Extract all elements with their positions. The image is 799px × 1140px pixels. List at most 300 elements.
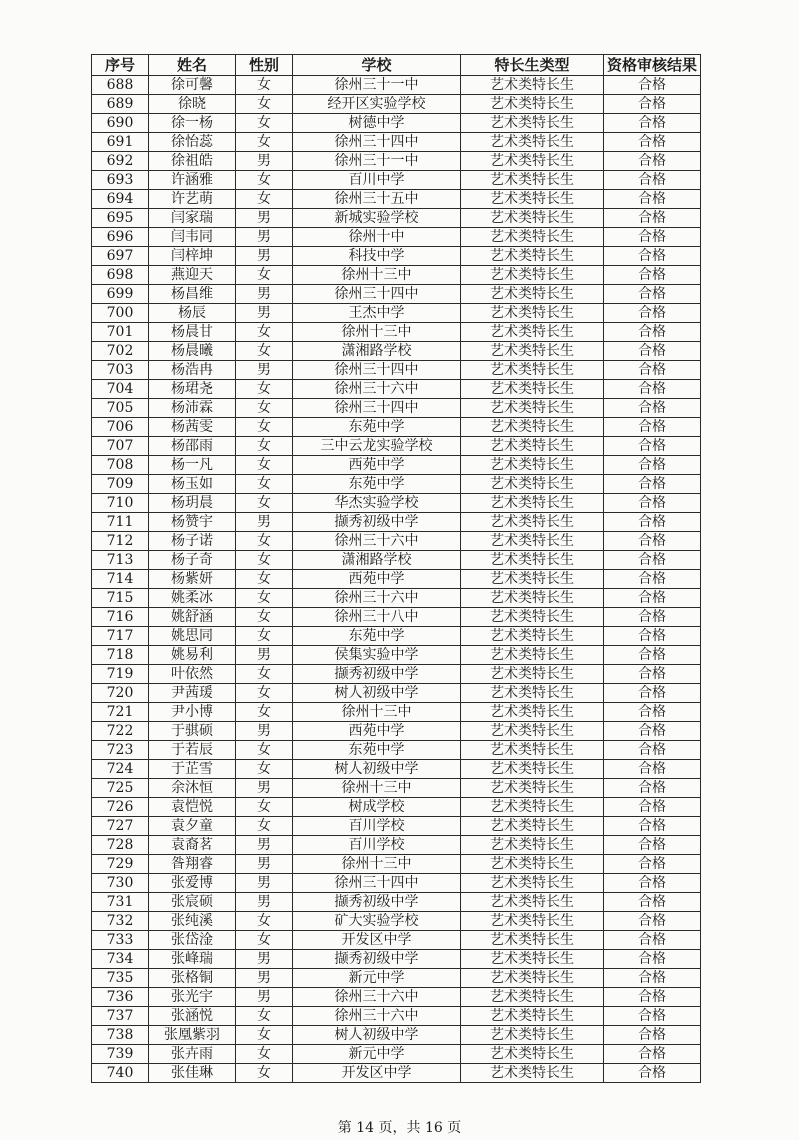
cell-type: 艺术类特长生 (461, 456, 604, 475)
cell-gender: 女 (236, 171, 293, 190)
cell-seq: 703 (92, 361, 149, 380)
table-row (92, 266, 701, 285)
cell-type: 艺术类特长生 (461, 931, 604, 950)
cell-name: 杨赞宇 (149, 513, 236, 532)
table-row (92, 475, 701, 494)
table-row (92, 703, 701, 722)
cell-name: 张格铜 (149, 969, 236, 988)
cell-type: 艺术类特长生 (461, 361, 604, 380)
cell-name: 杨晨甘 (149, 323, 236, 342)
cell-result: 合格 (604, 532, 701, 551)
cell-type: 艺术类特长生 (461, 722, 604, 741)
cell-gender: 女 (236, 665, 293, 684)
cell-name: 于骐硕 (149, 722, 236, 741)
cell-result: 合格 (604, 380, 701, 399)
roster-table (91, 54, 701, 1083)
cell-type: 艺术类特长生 (461, 988, 604, 1007)
cell-seq: 690 (92, 114, 149, 133)
cell-gender: 女 (236, 703, 293, 722)
cell-gender: 女 (236, 133, 293, 152)
cell-type: 艺术类特长生 (461, 532, 604, 551)
cell-gender: 男 (236, 950, 293, 969)
cell-result: 合格 (604, 266, 701, 285)
table-row (92, 152, 701, 171)
cell-type: 艺术类特长生 (461, 969, 604, 988)
cell-result: 合格 (604, 722, 701, 741)
cell-school: 撷秀初级中学 (293, 950, 461, 969)
cell-school: 三中云龙实验学校 (293, 437, 461, 456)
cell-result: 合格 (604, 304, 701, 323)
cell-result: 合格 (604, 836, 701, 855)
table-row (92, 950, 701, 969)
cell-result: 合格 (604, 171, 701, 190)
cell-gender: 女 (236, 608, 293, 627)
cell-result: 合格 (604, 323, 701, 342)
cell-result: 合格 (604, 646, 701, 665)
cell-school: 华杰实验学校 (293, 494, 461, 513)
cell-result: 合格 (604, 874, 701, 893)
cell-name: 许涵雅 (149, 171, 236, 190)
cell-school: 东苑中学 (293, 741, 461, 760)
cell-name: 尹小博 (149, 703, 236, 722)
cell-gender: 女 (236, 1045, 293, 1064)
cell-type: 艺术类特长生 (461, 950, 604, 969)
cell-seq: 715 (92, 589, 149, 608)
cell-result: 合格 (604, 475, 701, 494)
cell-name: 杨辰 (149, 304, 236, 323)
cell-seq: 693 (92, 171, 149, 190)
cell-name: 杨一凡 (149, 456, 236, 475)
cell-gender: 女 (236, 760, 293, 779)
cell-gender: 男 (236, 646, 293, 665)
cell-gender: 男 (236, 247, 293, 266)
cell-seq: 704 (92, 380, 149, 399)
cell-school: 徐州三十六中 (293, 1007, 461, 1026)
cell-gender: 女 (236, 494, 293, 513)
cell-result: 合格 (604, 494, 701, 513)
cell-seq: 706 (92, 418, 149, 437)
cell-result: 合格 (604, 456, 701, 475)
cell-seq: 712 (92, 532, 149, 551)
table-row (92, 589, 701, 608)
header-type: 特长生类型 (461, 55, 604, 76)
cell-name: 张佳琳 (149, 1064, 236, 1083)
header-result: 资格审核结果 (604, 55, 701, 76)
cell-gender: 女 (236, 399, 293, 418)
table-row (92, 247, 701, 266)
cell-gender: 女 (236, 342, 293, 361)
cell-school: 徐州十三中 (293, 323, 461, 342)
cell-result: 合格 (604, 133, 701, 152)
cell-gender: 女 (236, 266, 293, 285)
cell-result: 合格 (604, 1007, 701, 1026)
table-row (92, 874, 701, 893)
cell-type: 艺术类特长生 (461, 171, 604, 190)
cell-gender: 男 (236, 836, 293, 855)
cell-school: 徐州三十四中 (293, 285, 461, 304)
cell-type: 艺术类特长生 (461, 836, 604, 855)
cell-type: 艺术类特长生 (461, 627, 604, 646)
cell-seq: 718 (92, 646, 149, 665)
table-row (92, 912, 701, 931)
cell-school: 开发区中学 (293, 1064, 461, 1083)
cell-type: 艺术类特长生 (461, 342, 604, 361)
cell-school: 王杰中学 (293, 304, 461, 323)
cell-name: 许艺萌 (149, 190, 236, 209)
table-row (92, 893, 701, 912)
cell-seq: 732 (92, 912, 149, 931)
cell-school: 西苑中学 (293, 570, 461, 589)
cell-name: 杨晨曦 (149, 342, 236, 361)
header-row (92, 55, 701, 76)
cell-gender: 男 (236, 513, 293, 532)
table-row (92, 437, 701, 456)
table-row (92, 798, 701, 817)
cell-name: 杨邵雨 (149, 437, 236, 456)
cell-school: 徐州三十一中 (293, 152, 461, 171)
table-row (92, 532, 701, 551)
table-row (92, 114, 701, 133)
cell-school: 矿大实验学校 (293, 912, 461, 931)
cell-seq: 701 (92, 323, 149, 342)
cell-type: 艺术类特长生 (461, 893, 604, 912)
cell-type: 艺术类特长生 (461, 779, 604, 798)
cell-school: 树德中学 (293, 114, 461, 133)
cell-gender: 女 (236, 570, 293, 589)
cell-seq: 721 (92, 703, 149, 722)
cell-result: 合格 (604, 855, 701, 874)
cell-result: 合格 (604, 418, 701, 437)
table-body (92, 76, 701, 1083)
cell-name: 张光宇 (149, 988, 236, 1007)
cell-gender: 女 (236, 627, 293, 646)
cell-name: 徐祖皓 (149, 152, 236, 171)
cell-result: 合格 (604, 551, 701, 570)
cell-type: 艺术类特长生 (461, 399, 604, 418)
cell-type: 艺术类特长生 (461, 209, 604, 228)
cell-seq: 735 (92, 969, 149, 988)
cell-seq: 705 (92, 399, 149, 418)
cell-seq: 707 (92, 437, 149, 456)
cell-name: 杨昌维 (149, 285, 236, 304)
table-row (92, 1045, 701, 1064)
cell-type: 艺术类特长生 (461, 380, 604, 399)
cell-result: 合格 (604, 437, 701, 456)
cell-name: 杨浩冉 (149, 361, 236, 380)
cell-result: 合格 (604, 1064, 701, 1083)
cell-school: 新城实验学校 (293, 209, 461, 228)
cell-school: 新元中学 (293, 1045, 461, 1064)
cell-name: 杨玥晨 (149, 494, 236, 513)
table-row (92, 95, 701, 114)
cell-school: 西苑中学 (293, 722, 461, 741)
cell-seq: 694 (92, 190, 149, 209)
cell-result: 合格 (604, 513, 701, 532)
cell-seq: 729 (92, 855, 149, 874)
cell-result: 合格 (604, 209, 701, 228)
cell-school: 徐州三十六中 (293, 589, 461, 608)
cell-seq: 737 (92, 1007, 149, 1026)
cell-gender: 女 (236, 931, 293, 950)
cell-name: 张峰瑞 (149, 950, 236, 969)
cell-seq: 708 (92, 456, 149, 475)
cell-seq: 728 (92, 836, 149, 855)
cell-gender: 女 (236, 589, 293, 608)
cell-name: 尹茜瑗 (149, 684, 236, 703)
cell-name: 于若辰 (149, 741, 236, 760)
cell-school: 开发区中学 (293, 931, 461, 950)
cell-type: 艺术类特长生 (461, 570, 604, 589)
cell-gender: 男 (236, 779, 293, 798)
cell-school: 科技中学 (293, 247, 461, 266)
cell-type: 艺术类特长生 (461, 95, 604, 114)
cell-gender: 女 (236, 76, 293, 95)
table-row (92, 456, 701, 475)
cell-seq: 716 (92, 608, 149, 627)
cell-type: 艺术类特长生 (461, 798, 604, 817)
cell-seq: 691 (92, 133, 149, 152)
cell-type: 艺术类特长生 (461, 741, 604, 760)
header-name: 姓名 (149, 55, 236, 76)
table-row (92, 760, 701, 779)
cell-type: 艺术类特长生 (461, 133, 604, 152)
cell-school: 徐州三十四中 (293, 874, 461, 893)
cell-name: 燕迎天 (149, 266, 236, 285)
cell-school: 东苑中学 (293, 418, 461, 437)
cell-seq: 692 (92, 152, 149, 171)
cell-school: 潇湘路学校 (293, 551, 461, 570)
table-header (92, 55, 701, 76)
cell-name: 杨紫妍 (149, 570, 236, 589)
cell-result: 合格 (604, 912, 701, 931)
cell-result: 合格 (604, 589, 701, 608)
cell-type: 艺术类特长生 (461, 1026, 604, 1045)
cell-result: 合格 (604, 228, 701, 247)
table-row (92, 779, 701, 798)
cell-type: 艺术类特长生 (461, 285, 604, 304)
cell-gender: 女 (236, 380, 293, 399)
cell-seq: 719 (92, 665, 149, 684)
table-row (92, 76, 701, 95)
cell-school: 西苑中学 (293, 456, 461, 475)
cell-type: 艺术类特长生 (461, 437, 604, 456)
cell-type: 艺术类特长生 (461, 589, 604, 608)
cell-type: 艺术类特长生 (461, 646, 604, 665)
cell-seq: 697 (92, 247, 149, 266)
cell-type: 艺术类特长生 (461, 665, 604, 684)
cell-type: 艺术类特长生 (461, 855, 604, 874)
table-row (92, 627, 701, 646)
table-row (92, 684, 701, 703)
cell-result: 合格 (604, 247, 701, 266)
cell-seq: 688 (92, 76, 149, 95)
table-row (92, 361, 701, 380)
cell-school: 树人初级中学 (293, 1026, 461, 1045)
cell-name: 徐怡蕊 (149, 133, 236, 152)
cell-type: 艺术类特长生 (461, 684, 604, 703)
cell-seq: 730 (92, 874, 149, 893)
cell-name: 袁恺悦 (149, 798, 236, 817)
cell-result: 合格 (604, 798, 701, 817)
table-row (92, 969, 701, 988)
cell-gender: 男 (236, 152, 293, 171)
cell-type: 艺术类特长生 (461, 1045, 604, 1064)
cell-name: 杨玉如 (149, 475, 236, 494)
cell-result: 合格 (604, 779, 701, 798)
cell-type: 艺术类特长生 (461, 114, 604, 133)
table-row (92, 988, 701, 1007)
cell-school: 新元中学 (293, 969, 461, 988)
cell-school: 徐州三十四中 (293, 133, 461, 152)
cell-name: 张涵悦 (149, 1007, 236, 1026)
table-row (92, 418, 701, 437)
cell-gender: 女 (236, 912, 293, 931)
table-row (92, 190, 701, 209)
table-row (92, 171, 701, 190)
cell-gender: 男 (236, 855, 293, 874)
table-row (92, 836, 701, 855)
cell-school: 东苑中学 (293, 475, 461, 494)
cell-gender: 女 (236, 418, 293, 437)
table-row (92, 646, 701, 665)
cell-gender: 男 (236, 209, 293, 228)
cell-type: 艺术类特长生 (461, 475, 604, 494)
cell-name: 杨沛霖 (149, 399, 236, 418)
cell-name: 闫家瑞 (149, 209, 236, 228)
cell-gender: 女 (236, 456, 293, 475)
cell-name: 于芷雪 (149, 760, 236, 779)
cell-result: 合格 (604, 76, 701, 95)
cell-school: 徐州十中 (293, 228, 461, 247)
cell-gender: 女 (236, 1007, 293, 1026)
cell-gender: 女 (236, 798, 293, 817)
cell-school: 徐州三十六中 (293, 988, 461, 1007)
table-row (92, 285, 701, 304)
cell-school: 徐州三十六中 (293, 532, 461, 551)
cell-name: 张凰紫羽 (149, 1026, 236, 1045)
table-row (92, 608, 701, 627)
cell-school: 百川中学 (293, 171, 461, 190)
cell-seq: 723 (92, 741, 149, 760)
cell-name: 闫梓坤 (149, 247, 236, 266)
cell-gender: 男 (236, 304, 293, 323)
cell-result: 合格 (604, 703, 701, 722)
cell-seq: 713 (92, 551, 149, 570)
cell-seq: 720 (92, 684, 149, 703)
table-row (92, 342, 701, 361)
cell-school: 徐州三十四中 (293, 399, 461, 418)
cell-type: 艺术类特长生 (461, 551, 604, 570)
cell-gender: 女 (236, 437, 293, 456)
cell-result: 合格 (604, 627, 701, 646)
cell-result: 合格 (604, 152, 701, 171)
cell-seq: 702 (92, 342, 149, 361)
cell-gender: 女 (236, 1064, 293, 1083)
cell-name: 杨子诺 (149, 532, 236, 551)
cell-name: 袁夕童 (149, 817, 236, 836)
header-school: 学校 (293, 55, 461, 76)
cell-type: 艺术类特长生 (461, 76, 604, 95)
cell-seq: 710 (92, 494, 149, 513)
cell-result: 合格 (604, 684, 701, 703)
table-row (92, 513, 701, 532)
cell-result: 合格 (604, 741, 701, 760)
cell-school: 徐州三十四中 (293, 361, 461, 380)
table-row (92, 323, 701, 342)
cell-school: 徐州十三中 (293, 855, 461, 874)
cell-type: 艺术类特长生 (461, 817, 604, 836)
table-row (92, 931, 701, 950)
cell-seq: 738 (92, 1026, 149, 1045)
cell-school: 百川学校 (293, 836, 461, 855)
cell-seq: 722 (92, 722, 149, 741)
cell-type: 艺术类特长生 (461, 304, 604, 323)
cell-school: 树人初级中学 (293, 760, 461, 779)
cell-school: 徐州三十五中 (293, 190, 461, 209)
cell-school: 东苑中学 (293, 627, 461, 646)
cell-seq: 698 (92, 266, 149, 285)
table-row (92, 570, 701, 589)
cell-seq: 740 (92, 1064, 149, 1083)
table-row (92, 494, 701, 513)
cell-name: 张卉雨 (149, 1045, 236, 1064)
cell-name: 姚易利 (149, 646, 236, 665)
cell-gender: 女 (236, 475, 293, 494)
table-row (92, 304, 701, 323)
cell-result: 合格 (604, 114, 701, 133)
cell-gender: 男 (236, 893, 293, 912)
cell-result: 合格 (604, 893, 701, 912)
cell-seq: 739 (92, 1045, 149, 1064)
cell-result: 合格 (604, 342, 701, 361)
cell-gender: 女 (236, 741, 293, 760)
cell-seq: 689 (92, 95, 149, 114)
cell-name: 张纯溪 (149, 912, 236, 931)
table-row (92, 1026, 701, 1045)
table-row (92, 817, 701, 836)
page-footer: 第 14 页，共 16 页 (337, 1120, 462, 1136)
cell-name: 张岱淦 (149, 931, 236, 950)
cell-result: 合格 (604, 760, 701, 779)
cell-seq: 731 (92, 893, 149, 912)
cell-school: 百川学校 (293, 817, 461, 836)
cell-gender: 女 (236, 323, 293, 342)
cell-name: 徐可馨 (149, 76, 236, 95)
cell-name: 徐晓 (149, 95, 236, 114)
cell-seq: 727 (92, 817, 149, 836)
table-row (92, 551, 701, 570)
cell-result: 合格 (604, 1045, 701, 1064)
cell-name: 张爱博 (149, 874, 236, 893)
cell-type: 艺术类特长生 (461, 152, 604, 171)
cell-gender: 男 (236, 285, 293, 304)
cell-seq: 725 (92, 779, 149, 798)
cell-type: 艺术类特长生 (461, 190, 604, 209)
cell-gender: 女 (236, 114, 293, 133)
cell-type: 艺术类特长生 (461, 608, 604, 627)
cell-type: 艺术类特长生 (461, 513, 604, 532)
cell-school: 徐州三十六中 (293, 380, 461, 399)
cell-school: 徐州十三中 (293, 779, 461, 798)
table-row (92, 228, 701, 247)
cell-name: 余沐恒 (149, 779, 236, 798)
table-row (92, 855, 701, 874)
cell-gender: 男 (236, 722, 293, 741)
cell-type: 艺术类特长生 (461, 874, 604, 893)
cell-name: 姚舒涵 (149, 608, 236, 627)
cell-name: 袁裔茗 (149, 836, 236, 855)
table-row (92, 665, 701, 684)
